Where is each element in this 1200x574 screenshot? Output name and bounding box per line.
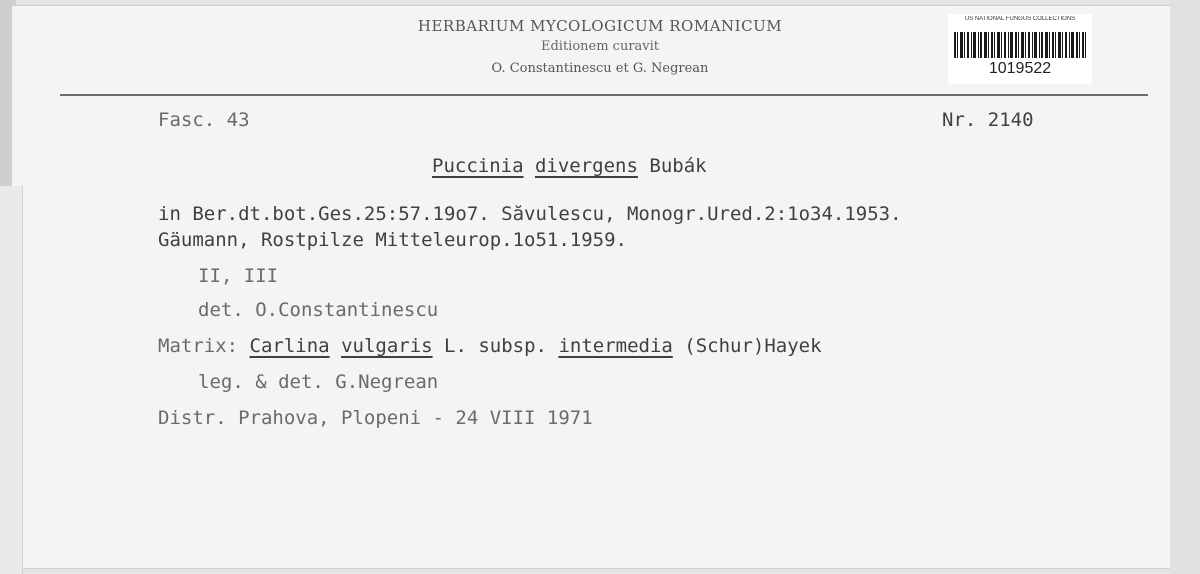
citation-line-1: in Ber.dt.bot.Ges.25:57.19o7. Săvulescu, Monogr.Ured.2:1o34.1953. [158, 203, 902, 225]
barcode-number: 1019522 [988, 60, 1052, 77]
barcode-bars [954, 32, 1086, 58]
fascicle-number: Fasc. 43 [158, 109, 250, 131]
locality-line: Distr. Prahova, Plopeni - 24 VIII 1971 [158, 407, 593, 429]
barcode-institution: US NATIONAL FUNGUS COLLECTIONS [964, 16, 1076, 22]
species-name [432, 154, 707, 178]
matrix-middle: L. subsp. [444, 335, 547, 357]
header-divider [60, 94, 1148, 96]
editors-line: O. Constantinescu et G. Negrean [491, 61, 709, 76]
species-author: Bubák [649, 155, 707, 177]
herbarium-title: HERBARIUM MYCOLOGICUM ROMANICUM [417, 17, 783, 35]
editor-line: Editionem curavit [540, 39, 660, 54]
card-fold-edge [0, 186, 23, 574]
collector-line: leg. & det. G.Negrean [198, 371, 439, 393]
matrix-subspecies: intermedia [558, 335, 673, 357]
scan-right-edge [1170, 0, 1200, 574]
spore-stages: II, III [198, 265, 279, 287]
citation-line-2: Gäumann, Rostpilze Mitteleurop.1o51.1959. [158, 229, 627, 251]
exsiccata-number: Nr. 2140 [942, 109, 1034, 131]
matrix-author: (Schur)Hayek [684, 335, 822, 357]
label-card [12, 6, 1184, 568]
species-genus: Puccinia [432, 155, 524, 177]
species-epithet: divergens [534, 155, 638, 177]
matrix-line [158, 334, 822, 358]
matrix-prefix: Matrix: [158, 335, 239, 357]
matrix-genus: Carlina [249, 335, 330, 357]
matrix-species: vulgaris [341, 335, 433, 357]
barcode-sticker [948, 14, 1092, 84]
determiner-line: det. O.Constantinescu [198, 299, 439, 321]
